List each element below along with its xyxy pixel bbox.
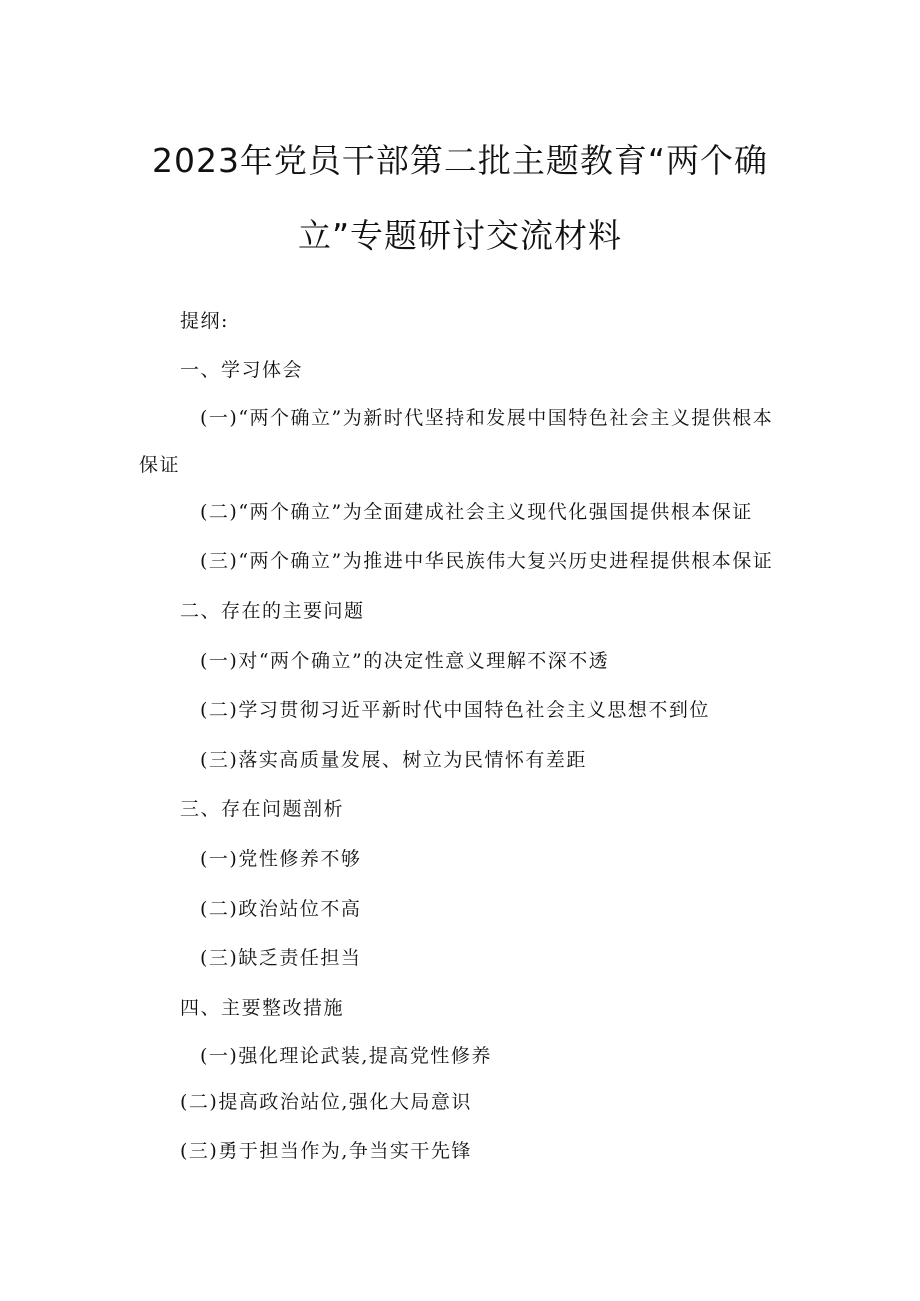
section-heading-4: 四、主要整改措施 [180,997,345,1019]
document-title-line-1: 2023年党员干部第二批主题教育“两个确 [151,141,769,180]
section-3-item-2: (二)政治站位不高 [200,898,362,920]
section-1-item-2: (二)“两个确立”为全面建成社会主义现代化强国提供根本保证 [200,501,753,523]
document-title-line-2: 立”专题研讨交流材料 [297,216,623,255]
section-heading-3: 三、存在问题剖析 [180,798,345,820]
section-4-item-2: (二)提高政治站位,强化大局意识 [180,1091,472,1113]
section-2-item-1: (一)对“两个确立”的决定性意义理解不深不透 [200,650,610,672]
section-4-item-1: (一)强化理论武装,提高党性修养 [200,1045,492,1067]
section-2-item-2: (二)学习贯彻习近平新时代中国特色社会主义思想不到位 [200,699,710,721]
outline-label: 提纲: [180,310,229,332]
section-1-item-1: (一)“两个确立”为新时代坚持和发展中国特色社会主义提供根本 [200,407,774,429]
section-3-item-1: (一)党性修养不够 [200,848,362,870]
section-3-item-3: (三)缺乏责任担当 [200,947,362,969]
section-heading-1: 一、学习体会 [180,359,304,381]
section-1-item-3: (三)“两个确立”为推进中华民族伟大复兴历史进程提供根本保证 [200,550,774,572]
section-heading-2: 二、存在的主要问题 [180,600,365,622]
section-4-item-3: (三)勇于担当作为,争当实干先锋 [180,1140,472,1162]
section-2-item-3: (三)落实高质量发展、树立为民情怀有差距 [200,749,587,771]
section-1-item-1-continuation: 保证 [139,454,181,476]
